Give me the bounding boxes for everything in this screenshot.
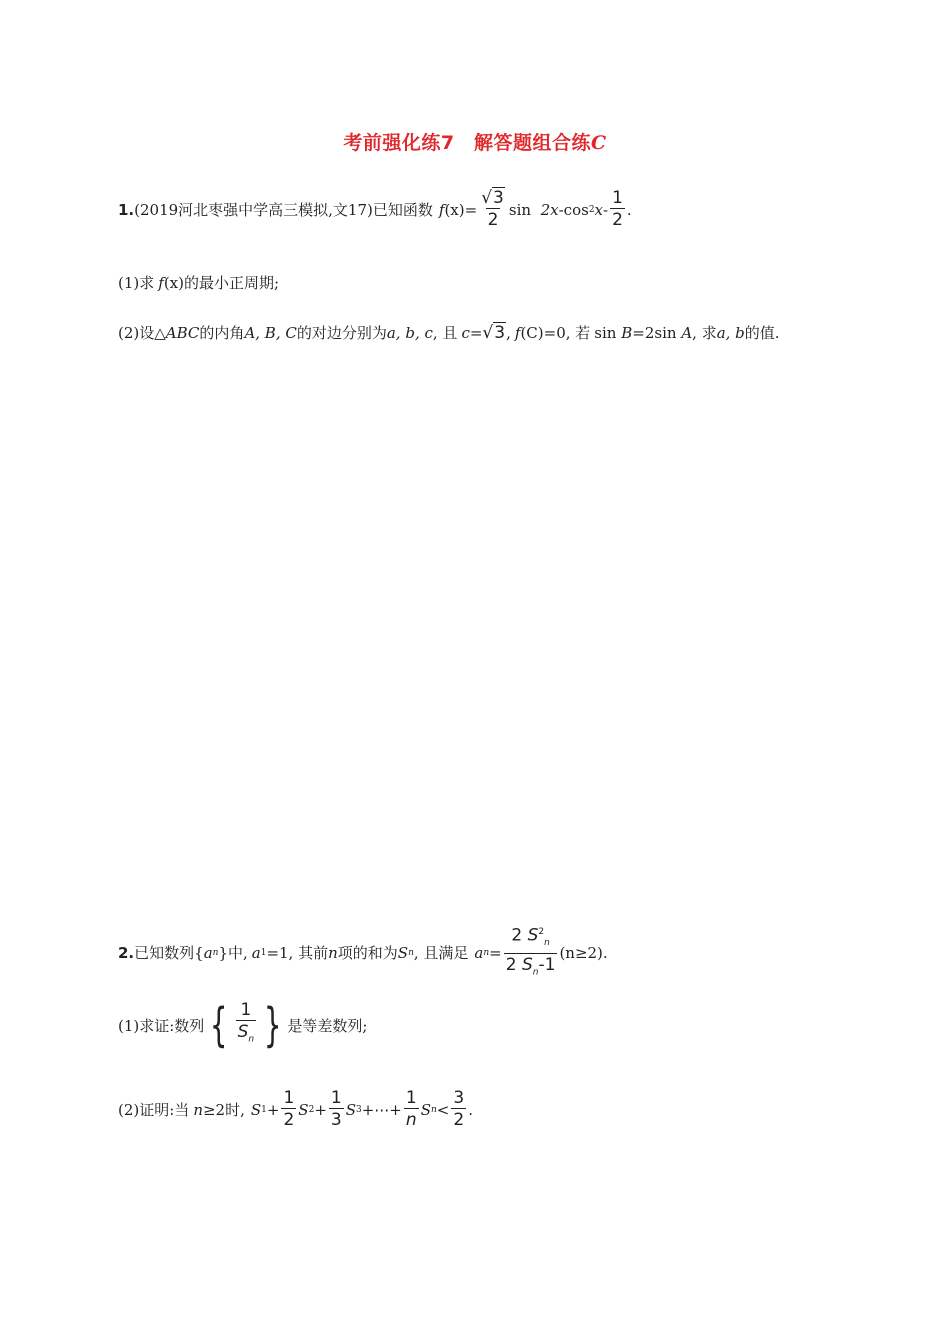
subscript-n: n <box>408 947 414 958</box>
one-over-n-fraction <box>404 1088 419 1131</box>
sum-S: S <box>397 943 409 962</box>
a-n: a <box>474 943 484 962</box>
page-title <box>0 128 950 155</box>
sin-text: sin <box>508 200 532 219</box>
equals-sign: = <box>464 200 478 219</box>
question-1-part-1 <box>118 272 279 293</box>
minus-sign: - <box>558 200 564 219</box>
n-var: n <box>193 1100 203 1119</box>
title-suffix: C <box>591 132 607 154</box>
sequence-a: a <box>203 943 213 962</box>
sqrt-value: 3 <box>494 322 506 343</box>
question-2-part-2 <box>118 1088 473 1131</box>
sqrt3-over-2-fraction <box>479 188 507 231</box>
S1: S <box>250 1100 262 1119</box>
subscript-1: 1 <box>261 1104 267 1115</box>
condition-text: =0, 若 <box>543 324 591 342</box>
sides: a, b, c <box>386 323 433 342</box>
denominator-S: S <box>237 1022 249 1042</box>
period: . <box>468 1100 473 1119</box>
subscript-3: 3 <box>356 1104 362 1115</box>
cos-text: cos <box>563 200 589 219</box>
sqrt-symbol: √ <box>481 188 493 208</box>
numerator-square: 2 <box>538 927 545 937</box>
denominator: 2 <box>612 210 623 230</box>
part-1-text: 的最小正周期; <box>183 274 280 292</box>
numerator-sub-n: n <box>544 938 550 949</box>
left-brace: { <box>210 998 228 1053</box>
three-halves-fraction <box>451 1088 466 1131</box>
right-brace: } <box>263 998 282 1053</box>
part-1-label: (1)求证:数列 <box>118 1016 205 1035</box>
denominator-minus-one: -1 <box>538 955 556 976</box>
numerator: 1 <box>283 1088 295 1108</box>
subscript-n: n <box>212 947 219 958</box>
part-2-end: 的值. <box>744 324 780 342</box>
part-2-label: (2)设△ <box>118 324 166 342</box>
part-2-text-2: 的对边分别为 <box>296 324 387 342</box>
equals-sign: = <box>489 943 502 962</box>
sin-text: sin <box>594 323 617 342</box>
subscript-2: 2 <box>308 1104 315 1115</box>
function-name: f <box>158 273 164 292</box>
period: . <box>626 200 632 219</box>
one-half-fraction <box>281 1088 296 1131</box>
one-third-fraction <box>329 1088 344 1131</box>
numerator: 1 <box>405 1088 417 1108</box>
function-name: f <box>438 200 445 219</box>
denominator-sub-n: n <box>532 967 539 978</box>
minus-sign-2: - <box>603 200 609 219</box>
sides-ab: a, b <box>716 323 745 342</box>
numerator: 1 <box>612 188 623 208</box>
numerator: 1 <box>330 1088 342 1108</box>
denominator: 3 <box>330 1110 342 1130</box>
two-x: 2x <box>540 200 559 219</box>
n-var: n <box>328 943 338 962</box>
question-2-number: 2. <box>118 943 135 962</box>
question-2-statement <box>118 922 608 983</box>
question-1-source: (2019河北枣强中学高三模拟,文17)已知函数 <box>134 201 433 219</box>
equals-sign: = <box>469 323 483 342</box>
question-2-eq1: =1, 其前 <box>266 944 329 963</box>
angles: A, B, C <box>244 323 297 342</box>
denominator: 2 <box>487 210 499 230</box>
recurrence-fraction <box>504 922 558 983</box>
part-2-text-4: , 求 <box>692 324 717 342</box>
title-text: 考前强化练7 解答题组合练 <box>343 132 592 154</box>
S2: S <box>298 1100 309 1119</box>
sqrt-3 <box>482 323 506 343</box>
numerator: 3 <box>453 1088 465 1108</box>
plus: + <box>314 1100 327 1119</box>
subscript-1: 1 <box>260 947 267 958</box>
side-c: c <box>461 323 470 342</box>
less-than: < <box>436 1100 450 1119</box>
denominator-S: S <box>521 955 533 976</box>
function-arg: (x) <box>444 200 465 219</box>
denominator: 2 <box>453 1110 465 1130</box>
reciprocal-S-fraction <box>236 1000 257 1050</box>
question-2-part-1 <box>118 998 368 1053</box>
part-1-label: (1)求 <box>118 274 155 292</box>
x-var: x <box>594 200 604 219</box>
function-arg: (C) <box>520 323 544 342</box>
one-half-fraction <box>610 188 625 231</box>
question-1-number: 1. <box>118 200 135 219</box>
subscript-n: n <box>430 1104 437 1115</box>
sin-text-2: sin <box>654 323 677 342</box>
numerator-coef: 2 <box>511 925 523 946</box>
denominator: 2 <box>283 1110 295 1130</box>
numerator: 1 <box>240 1000 252 1020</box>
question-1-part-2 <box>118 322 780 343</box>
Sn: S <box>420 1100 431 1119</box>
square-exponent: 2 <box>588 204 595 215</box>
condition: (n≥2). <box>559 943 608 962</box>
question-2-intro-4: , 且满足 <box>413 944 469 963</box>
subscript-n: n <box>483 947 490 958</box>
denominator-coef: 2 <box>505 955 517 976</box>
part-2-text-3: , 且 <box>432 324 458 342</box>
question-1-statement <box>118 188 632 231</box>
angle-A: A <box>681 323 693 342</box>
plus: + <box>266 1100 280 1119</box>
part-2-text: ≥2时, <box>202 1101 245 1119</box>
a1: a <box>251 943 261 962</box>
sqrt-value: 3 <box>493 188 504 208</box>
part-1-text: 是等差数列; <box>287 1016 368 1035</box>
part-2-text-1: 的内角 <box>199 324 245 342</box>
part-2-label: (2)证明:当 <box>118 1101 190 1119</box>
question-2-intro-3: 项的和为 <box>337 944 398 963</box>
plus-dots: +⋯+ <box>361 1100 402 1119</box>
equals-two: =2 <box>632 323 655 342</box>
question-2-intro: 已知数列{ <box>134 944 204 963</box>
angle-B: B <box>621 323 633 342</box>
S3: S <box>345 1100 356 1119</box>
function-name: f <box>514 323 521 342</box>
comma: , <box>506 323 511 342</box>
function-arg: (x) <box>163 273 184 292</box>
numerator-S: S <box>527 925 539 946</box>
sqrt-symbol: √ <box>482 322 494 343</box>
subscript-n: n <box>248 1034 255 1045</box>
question-2-intro-2: }中, <box>218 944 248 963</box>
triangle-name: ABC <box>165 323 200 342</box>
denominator: n <box>405 1110 417 1130</box>
